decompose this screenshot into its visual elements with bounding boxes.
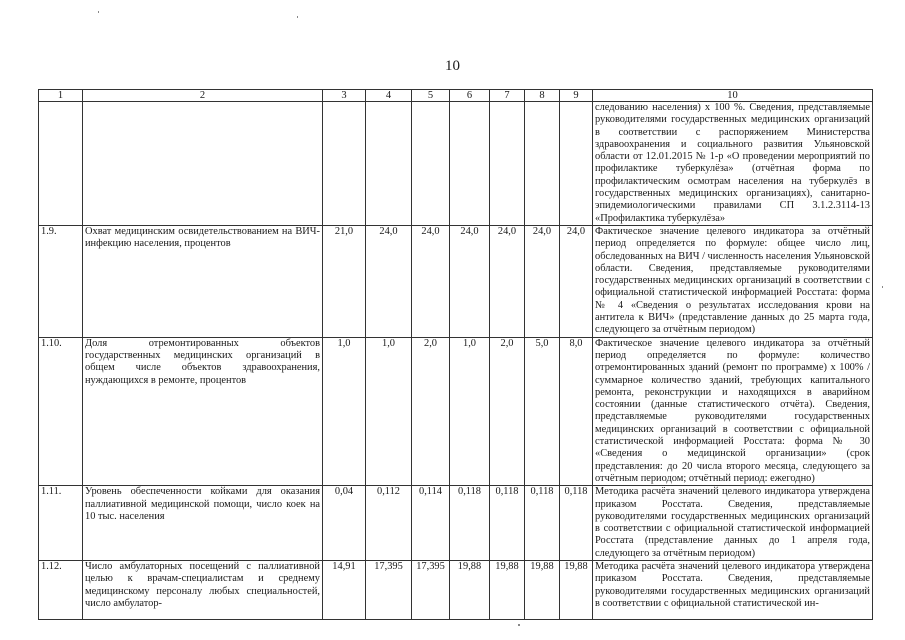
indicator-value	[323, 102, 366, 226]
indicator-value: 19,88	[525, 560, 560, 619]
column-header: 7	[490, 90, 525, 102]
indicator-value: 19,88	[490, 560, 525, 619]
scan-speck	[98, 11, 99, 13]
scan-speck	[297, 16, 298, 18]
indicator-value: 24,0	[560, 225, 593, 337]
indicator-value: 1,0	[323, 337, 366, 486]
column-header: 8	[525, 90, 560, 102]
table-row	[39, 337, 873, 486]
indicator-value: 14,91	[323, 560, 366, 619]
indicator-value	[525, 102, 560, 226]
indicator-name: Число амбулаторных посещений с паллиативной целью к врачам-специалистам и среднему медицинскому персоналу любых специальностей, число амбулатор-	[83, 560, 323, 619]
indicator-name: Доля отремонтированных объектов государственных медицинских организаций в общем числе объектов здравоохранения, нуждающихся в ремонте, процентов	[83, 337, 323, 486]
indicator-value	[560, 102, 593, 226]
indicator-description: Фактическое значение целевого индикатора за отчётный период определяется по формуле: количество отремонтированных зданий (ремонт по программе) х 100% / суммарное количество зданий, требующих капитального ремонта, реконструкции и находящихся в аварийном состоянии (данные статистического отчёта). Сведения, представляемые руководителями государственных медицинских организаций в соответствии с официальной статистической информацией Росстата: форма № 30 «Сведения о медицинской организации» (срок представления: до 20 числа второго месяца, следующего за отчётным периодом; отчётный период: ежегодно)	[593, 337, 873, 486]
header-row	[39, 90, 873, 102]
indicator-value: 2,0	[412, 337, 450, 486]
column-header: 6	[450, 90, 490, 102]
scan-speck	[518, 624, 520, 626]
indicator-value: 24,0	[525, 225, 560, 337]
indicator-value	[366, 102, 412, 226]
indicator-value: 8,0	[560, 337, 593, 486]
indicator-value: 17,395	[366, 560, 412, 619]
column-header: 9	[560, 90, 593, 102]
page-number: 10	[445, 58, 460, 74]
column-header: 5	[412, 90, 450, 102]
indicator-value: 0,118	[450, 486, 490, 561]
indicator-value: 1,0	[450, 337, 490, 486]
row-number: 1.10.	[39, 337, 83, 486]
indicator-value: 24,0	[490, 225, 525, 337]
indicator-value	[412, 102, 450, 226]
indicator-value: 0,118	[490, 486, 525, 561]
column-header: 2	[83, 90, 323, 102]
indicator-value: 0,114	[412, 486, 450, 561]
indicator-value: 24,0	[412, 225, 450, 337]
indicator-value: 1,0	[366, 337, 412, 486]
indicator-value: 5,0	[525, 337, 560, 486]
scan-speck	[882, 286, 883, 288]
indicator-name: Уровень обеспеченности койками для оказания паллиативной медицинской помощи, число коек на 10 тыс. населения	[83, 486, 323, 561]
indicator-description: Методика расчёта значений целевого индикатора утверждена приказом Росстата. Сведения, представляемые руководителями государственных медицинских организаций в соответствии с официальной статистической ин-	[593, 560, 873, 619]
row-number	[39, 102, 83, 226]
indicator-value	[450, 102, 490, 226]
row-number: 1.11.	[39, 486, 83, 561]
table-row	[39, 486, 873, 561]
indicator-value: 0,118	[525, 486, 560, 561]
indicator-value	[490, 102, 525, 226]
table-row	[39, 225, 873, 337]
indicator-value: 0,04	[323, 486, 366, 561]
column-header: 1	[39, 90, 83, 102]
indicator-value: 19,88	[450, 560, 490, 619]
row-number: 1.9.	[39, 225, 83, 337]
indicator-name	[83, 102, 323, 226]
indicator-value: 17,395	[412, 560, 450, 619]
indicator-name: Охват медицинским освидетельствованием на ВИЧ-инфекцию населения, процентов	[83, 225, 323, 337]
column-header: 3	[323, 90, 366, 102]
indicator-value: 21,0	[323, 225, 366, 337]
indicator-value: 24,0	[366, 225, 412, 337]
column-header: 10	[593, 90, 873, 102]
table-row	[39, 102, 873, 226]
indicator-value: 2,0	[490, 337, 525, 486]
indicator-value: 0,112	[366, 486, 412, 561]
indicator-description: Методика расчёта значений целевого индикатора утверждена приказом Росстата. Сведения, представляемые руководителями государственных медицинских организаций в соответствии с официальной статистической информацией Росстата (представление данных до 1 апреля года, следующего за отчётным периодом)	[593, 486, 873, 561]
indicator-value: 24,0	[450, 225, 490, 337]
row-number: 1.12.	[39, 560, 83, 619]
table-row	[39, 560, 873, 619]
indicator-value: 19,88	[560, 560, 593, 619]
indicator-description: Фактическое значение целевого индикатора за отчётный период определяется по формуле: общее число лиц, обследованных на ВИЧ / численность населения Ульяновской области. Сведения, представляемые руководителями государственных медицинских организаций в соответствии с официальной статистической информацией Росстата: форма № 4 «Сведения о результатах исследования крови на антитела к ВИЧ» (представление данных до 25 марта года, следующего за отчётным периодом)	[593, 225, 873, 337]
indicator-description: следованию населения) х 100 %. Сведения, представляемые руководителями государственных медицинских организаций в соответствии с распоряжением Министерства здравоохранения и социального развития Ульяновской области от 12.01.2015 № 1-р «О проведении мероприятий по профилактике туберкулёза» (отчётная форма по профилактическим осмотрам населения на туберкулёз в государственных медицинских организациях), санитарно-эпидемиологическими правилами СП 3.1.2.3114-13 «Профилактика туберкулёза»	[593, 102, 873, 226]
indicator-table	[38, 89, 873, 620]
indicator-value: 0,118	[560, 486, 593, 561]
column-header: 4	[366, 90, 412, 102]
